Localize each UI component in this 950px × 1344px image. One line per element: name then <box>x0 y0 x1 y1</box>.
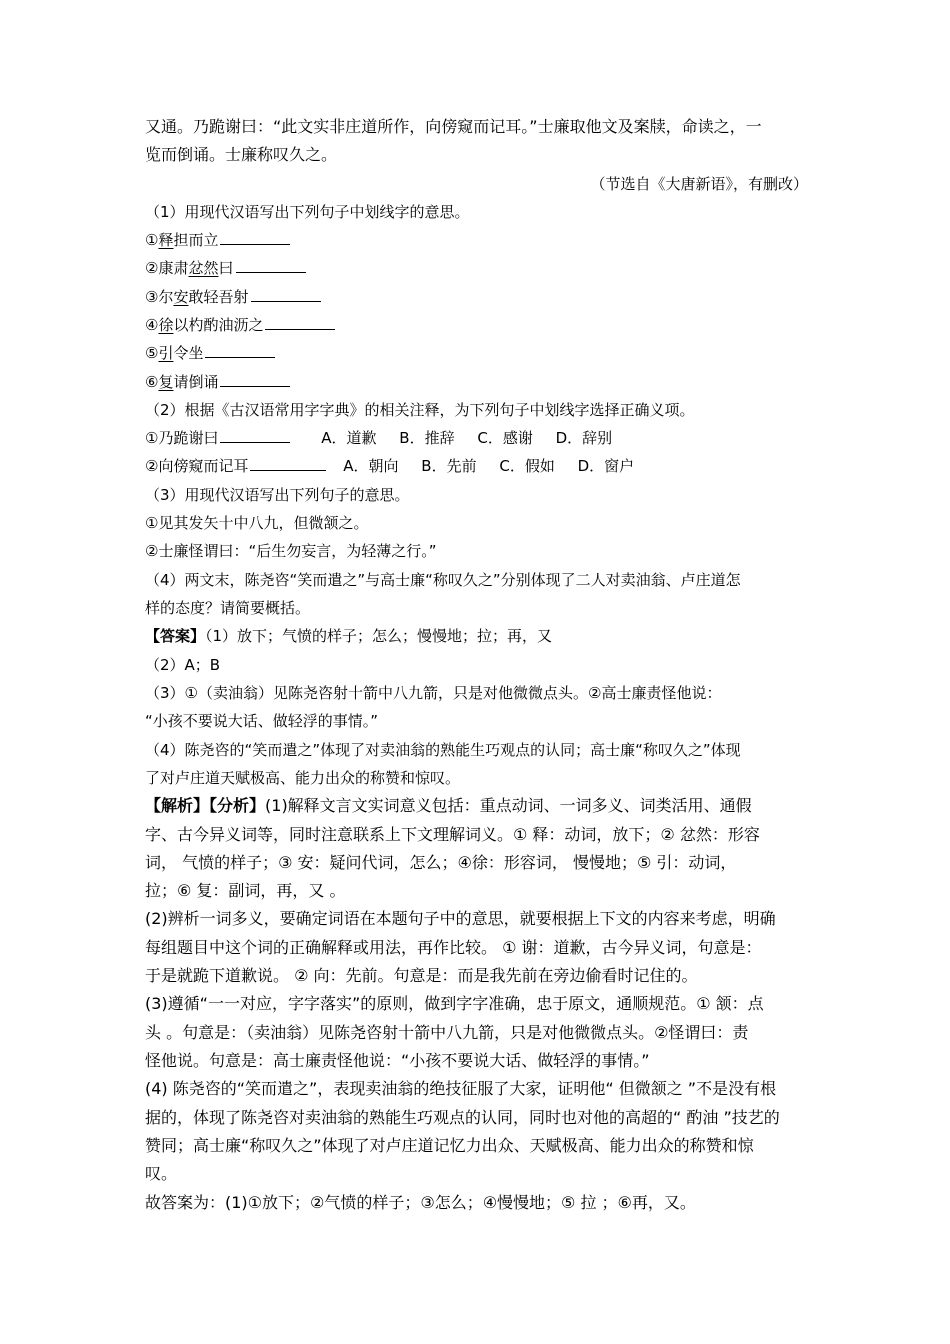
source-note: （节选自《大唐新语》，有删改） <box>590 175 808 193</box>
analysis-line-11: (4) 陈尧咨的“笑而遣之”，表现卖油翁的绝技征服了大家，证明他“ 但微颔之 ”不是没有根 <box>145 1079 777 1098</box>
option-b: B．先前 <box>421 457 477 475</box>
underlined-word: 徐 <box>158 316 174 334</box>
question-2-prompt: （2）根据《古汉语常用字字典》的相关注释，为下列句子中划线字选择正确义项。 <box>145 401 695 419</box>
passage-line-2: 览而倒诵。士廉称叹久之。 <box>145 145 338 164</box>
q1-item-1 <box>145 230 290 250</box>
q1-item-4 <box>145 315 335 335</box>
item-number: ② <box>145 259 159 277</box>
q1-item-6 <box>145 372 290 392</box>
underlined-word: 安 <box>173 288 189 306</box>
item-number: ③ <box>145 288 159 306</box>
item-text: ①乃跪谢曰 <box>145 429 219 447</box>
answer-blank <box>220 428 290 443</box>
q1-item-2 <box>145 258 306 278</box>
question-3-prompt: （3）用现代汉语写出下列句子的意思。 <box>145 486 410 504</box>
question-4-prompt-line-2: 样的态度？请简要概括。 <box>145 599 311 617</box>
analysis-line-13: 赞同；高士廉“称叹久之”体现了对卢庄道记忆力出众、天赋极高、能力出众的称赞和惊 <box>145 1136 754 1155</box>
q2-item-1 <box>145 428 612 448</box>
analysis-line-12: 据的，体现了陈尧咨对卖油翁的熟能生巧观点的认同，同时也对他的高超的“ 酌油 ”技艺的 <box>145 1108 780 1127</box>
analysis-tag: 【解析】【分析】 <box>145 796 266 815</box>
analysis-line-4: 拉；⑥ 复：副词，再，又 。 <box>145 881 346 900</box>
answer-line-3: （3）①（卖油翁）见陈尧咨射十箭中八九箭，只是对他微微点头。②高士廉责怪他说： <box>145 684 722 702</box>
item-text: 令坐 <box>173 344 204 362</box>
answer-blank <box>251 287 321 302</box>
analysis-line-7: 于是就跪下道歉说。 ② 向：先前。句意是：而是我先前在旁边偷看时记住的。 <box>145 966 698 985</box>
answer-line-1 <box>145 626 552 646</box>
analysis-line-6: 每组题目中这个词的正确解释或用法，再作比较。 ① 谢：道歉，古今异义词，句意是： <box>145 938 762 957</box>
item-text: 以杓酌油沥之 <box>173 316 264 334</box>
answer-text: （1）放下；气愤的样子；怎么；慢慢地；拉；再，又 <box>205 627 553 645</box>
underlined-word: 释 <box>158 231 174 249</box>
item-number: ⑥ <box>145 373 159 391</box>
analysis-line-8: (3)遵循“一一对应，字字落实”的原则，做到字字准确，忠于原文，通顺规范。① 颔：点 <box>145 994 764 1013</box>
option-d: D．辞别 <box>555 429 613 447</box>
answer-line-4: “小孩不要说大话、做轻浮的事情。” <box>145 712 379 730</box>
option-a: A．道歉 <box>321 429 377 447</box>
analysis-line-10: 怪他说。句意是：高士廉责怪他说：“小孩不要说大话、做轻浮的事情。” <box>145 1051 650 1070</box>
analysis-line-3: 词， 气愤的样子；③ 安：疑问代词，怎么；④徐：形容词， 慢慢地；⑤ 引：动词， <box>145 853 737 872</box>
analysis-line-14: 叹。 <box>145 1164 178 1183</box>
q2-item-2 <box>145 456 634 476</box>
q1-item-3 <box>145 287 321 307</box>
answer-blank <box>250 456 326 471</box>
underlined-word: 复 <box>158 373 174 391</box>
item-text: 尔 <box>158 288 174 306</box>
option-a: A．朝向 <box>343 457 399 475</box>
item-text: 曰 <box>218 259 234 277</box>
item-number: ⑤ <box>145 344 159 362</box>
option-d: D．窗户 <box>577 457 635 475</box>
analysis-line-1 <box>145 796 752 816</box>
analysis-line-5: (2)辨析一词多义，要确定词语在本题句子中的意思，就要根据上下文的内容来考虑，明确 <box>145 909 776 928</box>
answer-line-2: （2）A；B <box>145 656 221 674</box>
item-number: ① <box>145 231 159 249</box>
item-text: 敢轻吾射 <box>188 288 249 306</box>
q3-sentence-2: ②士廉怪谓曰：“后生勿妄言，为轻薄之行。” <box>145 542 437 560</box>
answer-blank <box>220 230 290 245</box>
answer-line-6: 了对卢庄道天赋极高、能力出众的称赞和惊叹。 <box>145 769 461 787</box>
analysis-line-9: 头 。句意是：（卖油翁）见陈尧咨射十箭中八九箭，只是对他微微点头。②怪谓曰：责 <box>145 1023 749 1042</box>
option-b: B．推辞 <box>399 429 455 447</box>
option-c: C．感谢 <box>477 429 533 447</box>
underlined-word: 引 <box>158 344 174 362</box>
question-1-prompt: （1）用现代汉语写出下列句子中划线字的意思。 <box>145 203 470 221</box>
answer-blank <box>220 372 290 387</box>
answer-blank <box>236 258 306 273</box>
q3-sentence-1: ①见其发矢十中八九，但微颔之。 <box>145 514 369 532</box>
underlined-word: 忿然 <box>188 259 219 277</box>
item-text: 康肃 <box>158 259 189 277</box>
passage-line-1: 又通。乃跪谢曰：“此文实非庄道所作，向傍窥而记耳。”士廉取他文及案牍，命读之，一 <box>145 117 762 136</box>
answer-blank <box>205 343 275 358</box>
final-answer-line: 故答案为：(1)①放下；②气愤的样子；③怎么；④慢慢地；⑤ 拉 ；⑥再，又。 <box>145 1193 696 1212</box>
answer-line-5: （4）陈尧咨的“笑而遣之”体现了对卖油翁的熟能生巧观点的认同；高士廉“称叹久之”体现 <box>145 741 741 759</box>
analysis-text: (1)解释文言文实词意义包括：重点动词、一词多义、词类活用、通假 <box>265 796 752 815</box>
item-number: ④ <box>145 316 159 334</box>
q1-item-5 <box>145 343 275 363</box>
item-text: ②向傍窥而记耳 <box>145 457 249 475</box>
answer-blank <box>265 315 335 330</box>
answer-tag: 【答案】 <box>145 627 206 645</box>
analysis-line-2: 字、古今异义词等，同时注意联系上下文理解词义。① 释：动词，放下；② 忿然：形容 <box>145 825 760 844</box>
item-text: 请倒诵 <box>173 373 219 391</box>
item-text: 担而立 <box>173 231 219 249</box>
question-4-prompt-line-1: （4）两文末，陈尧咨“笑而遣之”与高士廉“称叹久之”分别体现了二人对卖油翁、卢庄道怎 <box>145 571 741 589</box>
option-c: C．假如 <box>499 457 555 475</box>
